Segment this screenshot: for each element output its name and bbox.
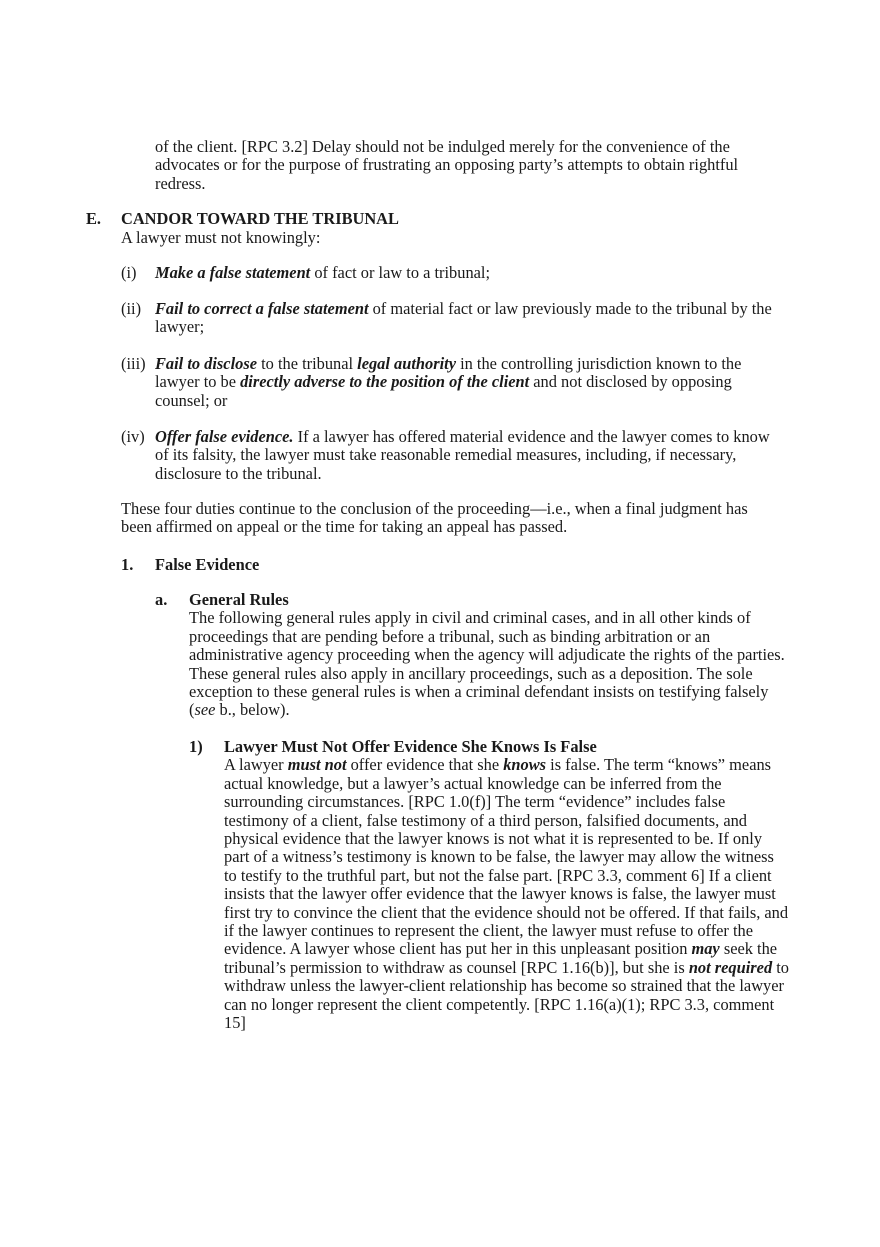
intro-text: of the client. [RPC 3.2] Delay should not be indulged merely for the convenience of the advocates or for the purpose of frustrating an opposing party’s attempts to obtain rightful redress. — [155, 137, 739, 193]
list-item-iv — [121, 428, 781, 483]
list-item-text: and not disclosed by opposing counsel; or — [155, 372, 732, 410]
subsection-a — [155, 591, 795, 720]
subsection-a-see: see — [194, 700, 216, 720]
subsection-a-letter: a. — [155, 590, 168, 609]
section-e-letter: E. — [86, 209, 102, 228]
list-item-emphasis: Fail to correct a false statement — [155, 299, 369, 318]
rule-1-text: offer evidence that she — [346, 755, 504, 775]
list-item-number: (iv) — [121, 427, 145, 446]
subsection-a-text: The following general rules apply in civil and criminal cases, and in all other kinds of proceedings that are pending before a tribunal, such as binding arbitration or an administrative agency proceeding when the agency will adjudicate the rights of the parties. These general rules also apply in ancillary proceedings, such as a deposition. The sole exception to these general rules is when a criminal defendant insists on testifying falsely ( — [189, 608, 785, 720]
rule-1-text: seek the tribunal’s permission to withdraw as counsel [RPC 1.16(b)], but she is — [224, 939, 778, 977]
subsection-a-text-end: b., below). — [215, 700, 290, 720]
rule-1-emphasis: may — [691, 939, 720, 959]
rule-1-number: 1) — [189, 737, 203, 756]
subsection-1-heading — [121, 556, 721, 574]
list-item-i — [121, 264, 781, 282]
subsection-1-title: False Evidence — [155, 555, 260, 574]
section-e-lead — [121, 229, 771, 247]
rule-1-paragraph — [224, 756, 789, 1032]
list-item-number: (i) — [121, 263, 137, 282]
list-item-ii — [121, 300, 781, 337]
list-item-number: (iii) — [121, 354, 146, 373]
list-item-text: in the controlling jurisdiction known to the lawyer to be — [155, 354, 742, 392]
list-item-iii — [121, 355, 781, 410]
section-e-heading — [86, 210, 786, 228]
list-item-text: of fact or law to a tribunal; — [310, 263, 491, 282]
list-item-emphasis: Fail to disclose — [155, 354, 257, 373]
subsection-a-paragraph — [189, 609, 795, 719]
intro-paragraph — [155, 138, 775, 193]
rule-1-text: to withdraw unless the lawyer-client relationship has become so strained that the lawyer can no longer represent the client competently. [RPC 1.16(a)(1); RPC 3.3, comment 15] — [224, 957, 790, 1033]
subsection-1-number: 1. — [121, 555, 134, 574]
list-item-number: (ii) — [121, 299, 142, 318]
section-e-closing — [121, 500, 781, 537]
rule-1 — [189, 738, 789, 1033]
list-item-emphasis: Make a false statement — [155, 263, 311, 282]
section-e-closing-text: These four duties continue to the conclusion of the proceeding—i.e., when a final judgment has been affirmed on appeal or the time for taking an appeal has passed. — [121, 499, 748, 537]
list-item-text: of material fact or law previously made to the tribunal by the lawyer; — [155, 299, 772, 337]
rule-1-text: A lawyer — [224, 755, 288, 775]
list-item-emphasis: directly adverse to the position of the client — [240, 372, 530, 392]
list-item-emphasis: legal authority — [357, 354, 456, 373]
list-item-text: If a lawyer has offered material evidence and the lawyer comes to know of its falsity, the lawyer must take reasonable remedial measures, including, if necessary, disclosure to the tribunal. — [155, 427, 770, 483]
list-item-text: to the tribunal — [257, 354, 358, 373]
rule-1-emphasis: must not — [287, 755, 347, 775]
rule-1-title: Lawyer Must Not Offer Evidence She Knows Is False — [224, 737, 597, 756]
rule-1-emphasis: knows — [503, 755, 547, 775]
subsection-a-title: General Rules — [189, 590, 289, 609]
section-e-lead-text: A lawyer must not knowingly: — [121, 228, 321, 247]
rule-1-emphasis: not required — [688, 957, 773, 977]
rule-1-text: is false. The term “knows” means actual knowledge, but a lawyer’s actual knowledge can be inferred from the surrounding circumstances. [RPC 1.0(f)] The term “evidence” includes false testimony of a client, false testimony of a third person, falsified documents, and physical evidence that the lawyer knows is not what it is represented to be. If only part of a witness’s testimony is known to be false, the lawyer may allow the witness to testify to the truthful part, but not the false part. [RPC 3.3, comment 6] If a client insists that the lawyer offer evidence that the lawyer knows is false, the lawyer must first try to convince the client that the evidence should not be offered. If that fails, and if the lawyer continues to represent the client, the lawyer must refuse to offer the evidence. A lawyer whose client has put her in this unpleasant position — [224, 755, 789, 959]
section-e-title: CANDOR TOWARD THE TRIBUNAL — [121, 209, 399, 228]
list-item-emphasis: Offer false evidence. — [155, 427, 294, 446]
